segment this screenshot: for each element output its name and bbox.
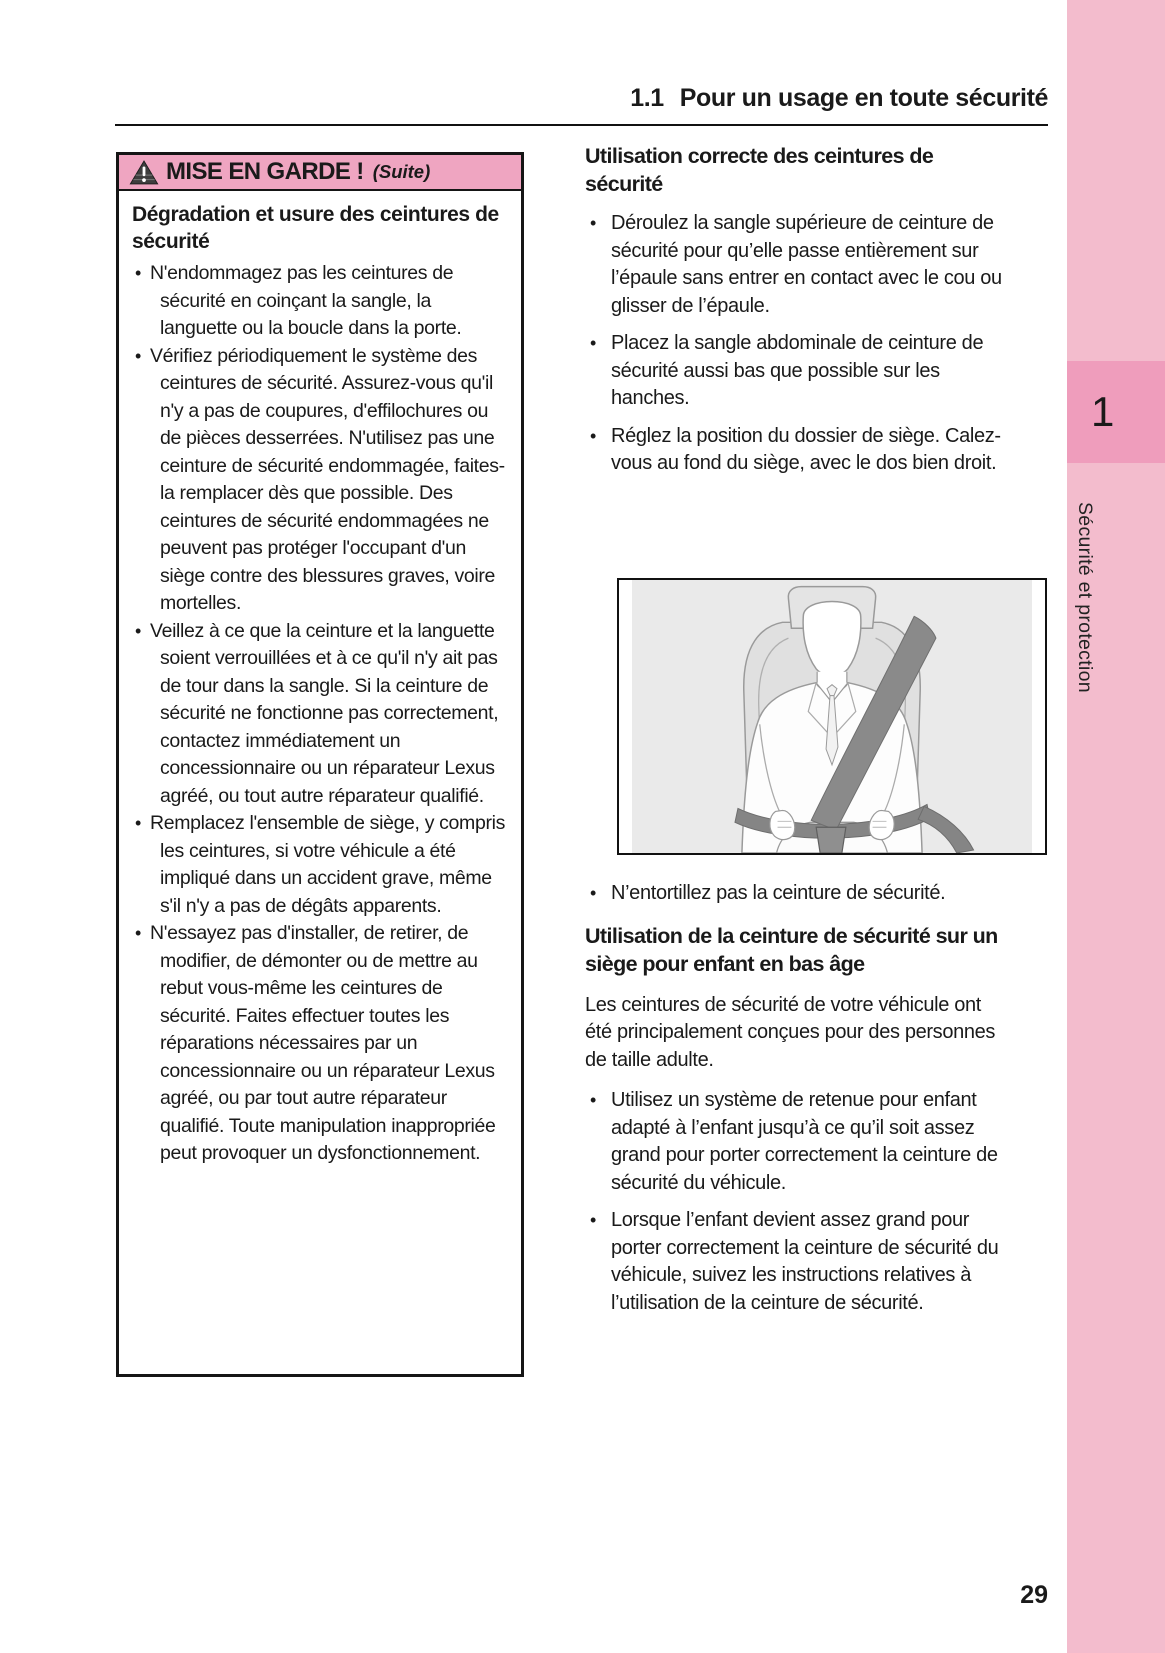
- figure-frame: [617, 578, 1047, 855]
- correct-use-heading: Utilisation correcte des ceintures de sécurité: [585, 144, 934, 196]
- warning-box-body: [119, 191, 521, 1188]
- warning-continuation-label: (Suite): [372, 161, 431, 182]
- sidebar-band: [1067, 0, 1165, 1653]
- child-use-intro: Les ceintures de sécurité de votre véhicule ont été principalement conçues pour des personnes de taille adulte.: [585, 993, 996, 1071]
- chapter-title-vertical: Sécurité et protection: [1074, 502, 1096, 693]
- list-item: • Remplacez l'ensemble de siège, y compris les ceintures, si votre véhicule a été impliqué dans un accident grave, même s'il n'y a pas de dégâts apparents.: [132, 810, 513, 920]
- section-header: [115, 84, 1048, 113]
- list-item: • N'essayez pas d'installer, de retirer, de modifier, de démonter ou de mettre au rebut vous-même les ceintures de sécurité. Faites effectuer toutes les réparations nécessaires par un concessionnaire ou un réparateur Lexus agréé, ou par tout autre réparateur qualifié. Toute manipulation inappropriée peut provoquer un dysfonctionnement.: [132, 920, 513, 1168]
- chapter-number: 1: [1091, 388, 1115, 435]
- section-child-use: [585, 880, 1009, 1327]
- list-item: • Placez la sangle abdominale de ceinture de sécurité aussi bas que possible sur les hanches.: [585, 330, 1009, 413]
- list-item: • Utilisez un système de retenue pour enfant adapté à l’enfant jusqu’à ce qu’il soit assez grand pour porter correctement la ceinture de sécurité du véhicule.: [585, 1087, 1009, 1197]
- chapter-tab: [1067, 361, 1165, 463]
- list-item: • Veillez à ce que la ceinture et la languette soient verrouillées et à ce qu'il n'y ait pas de tour dans la sangle. Si la ceinture de sécurité ne fonctionne pas correctement, contactez immédiatement un concessionnaire ou un réparateur Lexus agréé, ou tout autre réparateur qualifié.: [132, 618, 513, 811]
- warning-heading: Dégradation et usure des ceintures de sécurité: [132, 203, 499, 253]
- list-item: • Vérifiez périodiquement le système des ceintures de sécurité. Assurez-vous qu'il n'y a pas de coupures, d'effilochures ou de pièces desserrées. N'utilisez pas une ceinture de sécurité endommagée, faites-la remplacer dès que possible. Des ceintures de sécurité endommagées ne peuvent pas protéger l'occupant d'un siège contre des blessures graves, voire mortelles.: [132, 343, 513, 618]
- list-item: • Déroulez la sangle supérieure de ceinture de sécurité pour qu’elle passe entièrement sur l’épaule sans entrer en contact avec le cou ou glisser de l’épaule.: [585, 210, 1009, 320]
- warning-title: MISE EN GARDE !: [166, 158, 364, 185]
- warning-box: [116, 152, 524, 1377]
- child-use-heading: Utilisation de la ceinture de sécurité sur un siège pour enfant en bas âge: [585, 923, 998, 976]
- correct-use-bullet-list: [585, 210, 1009, 478]
- list-item: • Lorsque l’enfant devient assez grand pour porter correctement la ceinture de sécurité du véhicule, suivez les instructions relatives à l’utilisation de la ceinture de sécurité.: [585, 1207, 1009, 1317]
- list-item: • N’entortillez pas la ceinture de sécurité.: [585, 880, 1009, 908]
- seatbelt-illustration: [632, 580, 1032, 853]
- section-number: 1.1: [630, 84, 664, 112]
- warning-bullet-list: [132, 260, 513, 1168]
- section-correct-use: [585, 142, 1009, 488]
- section-title: Pour un usage en toute sécurité: [679, 84, 1048, 112]
- warning-triangle-icon: [129, 159, 159, 186]
- page-number: 29: [1020, 1581, 1048, 1609]
- warning-box-header: [119, 155, 521, 191]
- after-figure-bullet-list: [585, 880, 1009, 908]
- list-item: • N'endommagez pas les ceintures de sécurité en coinçant la sangle, la languette ou la boucle dans la porte.: [132, 260, 513, 343]
- list-item: • Réglez la position du dossier de siège. Calez-vous au fond du siège, avec le dos bien droit.: [585, 423, 1009, 478]
- child-use-bullet-list: [585, 1087, 1009, 1317]
- header-rule: [115, 124, 1048, 126]
